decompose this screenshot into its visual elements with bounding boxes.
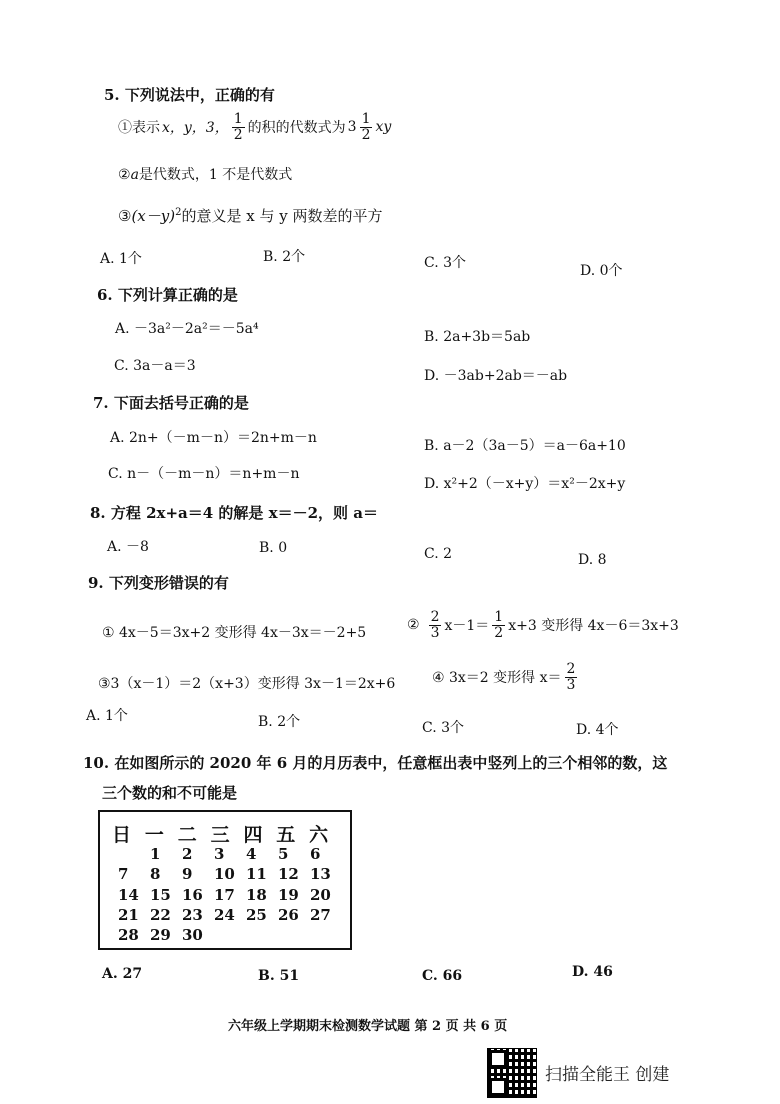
calendar-cell: 21 bbox=[118, 906, 139, 924]
calendar-cell: 5 bbox=[278, 845, 289, 863]
calendar-cell: 28 bbox=[118, 926, 139, 944]
calendar-cell bbox=[246, 926, 278, 946]
calendar-cell: 23 bbox=[182, 906, 203, 924]
calendar-cell: 9 bbox=[182, 865, 193, 883]
q5-s1-prefix: ①表示 bbox=[118, 120, 160, 137]
q9-i4-fraction bbox=[565, 662, 578, 692]
q9-item-4 bbox=[432, 662, 580, 692]
q5-statement-1 bbox=[118, 112, 391, 142]
q5-s2-marker: ② bbox=[118, 167, 131, 183]
q9-option-c: C. 3个 bbox=[422, 720, 465, 736]
q6-option-b: B. 2a+3b＝5ab bbox=[424, 329, 531, 345]
q5-s1-whole: 3 bbox=[347, 119, 357, 136]
q5-s3-expr: (x－y) bbox=[131, 207, 176, 225]
q8-option-b: B. 0 bbox=[259, 540, 288, 556]
q7-option-b: B. a－2（3a－5）＝a－6a+10 bbox=[424, 438, 626, 454]
calendar-cell: 10 bbox=[214, 865, 235, 883]
q8-option-a: A. －8 bbox=[107, 539, 149, 555]
q5-s1-frac-num: 1 bbox=[233, 111, 243, 127]
calendar-header-day: 五 bbox=[276, 824, 296, 846]
calendar-header-day: 三 bbox=[210, 824, 230, 846]
q5-s1-frac-den: 2 bbox=[233, 126, 243, 143]
calendar-cell: 2 bbox=[182, 845, 193, 863]
q5-s1-fraction bbox=[232, 112, 245, 142]
calendar-cell: 18 bbox=[246, 886, 267, 904]
q9-i2-mid: x－1＝ bbox=[444, 618, 490, 635]
calendar-cell: 17 bbox=[214, 886, 235, 904]
q5-statement-2 bbox=[118, 164, 292, 184]
calendar-header bbox=[112, 820, 342, 846]
q7-stem: 7. 下面去括号正确的是 bbox=[93, 394, 249, 412]
calendar-row bbox=[118, 926, 342, 946]
q7-option-a: A. 2n+（－m－n）＝2n+m－n bbox=[110, 430, 317, 446]
q9-i2-fraction-1 bbox=[429, 610, 442, 640]
q5-s2-text: 是代数式，1 不是代数式 bbox=[138, 167, 293, 183]
q10-stem-line-1: 10. 在如图所示的 2020 年 6 月的月历表中，任意框出表中竖列上的三个相邻的数，这 bbox=[83, 754, 668, 772]
calendar-cell: 29 bbox=[150, 926, 171, 944]
calendar-cell: 11 bbox=[246, 865, 267, 883]
calendar-cell: 3 bbox=[214, 845, 225, 863]
q6-option-c: C. 3a－a＝3 bbox=[114, 358, 196, 374]
q10-stem-line-2: 三个数的和不可能是 bbox=[102, 784, 238, 802]
q5-s3-marker: ③ bbox=[118, 207, 132, 225]
q8-stem: 8. 方程 2x+a＝4 的解是 x＝－2，则 a＝ bbox=[90, 504, 378, 522]
calendar-cell: 30 bbox=[182, 926, 203, 944]
calendar-cell: 6 bbox=[310, 845, 321, 863]
calendar-header-day: 一 bbox=[144, 824, 164, 846]
q5-s1-mixed-fraction bbox=[360, 112, 373, 142]
calendar-cell: 13 bbox=[310, 865, 331, 883]
calendar-cell bbox=[118, 845, 150, 865]
calendar-cell: 14 bbox=[118, 886, 139, 904]
q5-statement-3 bbox=[118, 205, 382, 226]
qr-code-icon bbox=[487, 1048, 537, 1098]
q6-stem: 6. 下列计算正确的是 bbox=[97, 286, 238, 304]
calendar-cell: 7 bbox=[118, 865, 129, 883]
calendar-cell: 22 bbox=[150, 906, 171, 924]
calendar-cell: 19 bbox=[278, 886, 299, 904]
q8-option-d: D. 8 bbox=[578, 552, 607, 568]
q10-option-a: A. 27 bbox=[102, 966, 143, 982]
calendar-cell: 1 bbox=[150, 845, 161, 863]
calendar-header-day: 二 bbox=[177, 824, 197, 846]
q5-s1-tail: xy bbox=[375, 119, 392, 136]
q10-option-c: C. 66 bbox=[422, 968, 463, 984]
q9-i2-marker: ② bbox=[407, 617, 420, 634]
q5-s3-text: 的意义是 x 与 y 两数差的平方 bbox=[181, 207, 383, 225]
calendar-table bbox=[98, 810, 352, 950]
calendar-row bbox=[118, 886, 342, 906]
q5-option-d: D. 0个 bbox=[580, 263, 623, 279]
q5-s1-mixed-num: 1 bbox=[361, 111, 371, 127]
q9-i2-frac2-den: 2 bbox=[494, 624, 504, 641]
q9-option-d: D. 4个 bbox=[576, 722, 619, 738]
q9-option-a: A. 1个 bbox=[86, 708, 128, 724]
q9-i2-frac1-num: 2 bbox=[430, 609, 440, 625]
calendar-cell: 24 bbox=[214, 906, 235, 924]
scanner-watermark: 扫描全能王 创建 bbox=[545, 1065, 670, 1085]
calendar-cell: 27 bbox=[310, 906, 331, 924]
q5-s2-var: a bbox=[130, 167, 139, 183]
q8-option-c: C. 2 bbox=[424, 546, 453, 562]
q9-item-2 bbox=[407, 610, 679, 640]
calendar-cell bbox=[214, 926, 246, 946]
q10-option-b: B. 51 bbox=[258, 968, 300, 984]
page-footer: 六年级上学期期末检测数学试题 第 2 页 共 6 页 bbox=[228, 1019, 508, 1034]
q9-i2-frac1-den: 3 bbox=[430, 624, 440, 641]
calendar-header-day: 四 bbox=[243, 824, 263, 846]
q9-i2-frac2-num: 1 bbox=[494, 609, 504, 625]
q9-option-b: B. 2个 bbox=[258, 714, 301, 730]
q9-i4-frac-num: 2 bbox=[566, 661, 576, 677]
calendar-header-day: 六 bbox=[309, 824, 329, 846]
q10-option-d: D. 46 bbox=[572, 964, 613, 980]
q9-i2-fraction-2 bbox=[492, 610, 505, 640]
q9-i2-tail: x+3 变形得 4x－6＝3x+3 bbox=[508, 618, 679, 635]
calendar-cell: 4 bbox=[246, 845, 257, 863]
q6-option-d: D. －3ab+2ab＝－ab bbox=[424, 368, 568, 384]
q5-s1-mid: 的积的代数式为 bbox=[247, 120, 346, 137]
calendar-cell: 16 bbox=[182, 886, 203, 904]
q9-item-1: ① 4x－5＝3x+2 变形得 4x－3x＝－2+5 bbox=[102, 625, 367, 641]
calendar-cell bbox=[278, 926, 310, 946]
q9-i4-text: ④ 3x＝2 变形得 x＝ bbox=[432, 670, 562, 687]
q6-option-a: A. －3a²－2a²＝－5a⁴ bbox=[115, 321, 259, 337]
calendar-row bbox=[118, 845, 342, 865]
calendar-cell: 25 bbox=[246, 906, 267, 924]
q5-s1-mixed-number bbox=[346, 112, 376, 142]
q5-option-a: A. 1个 bbox=[100, 251, 142, 267]
calendar-cell: 15 bbox=[150, 886, 171, 904]
calendar-cell bbox=[310, 926, 342, 946]
q9-i4-frac-den: 3 bbox=[566, 676, 576, 693]
q5-s1-mixed-den: 2 bbox=[361, 126, 371, 143]
q5-option-c: C. 3个 bbox=[424, 255, 467, 271]
q5-stem: 5. 下列说法中，正确的有 bbox=[104, 86, 275, 104]
q5-s3-exp: 2 bbox=[175, 207, 182, 218]
q9-item-3: ③3（x－1）＝2（x+3）变形得 3x－1＝2x+6 bbox=[98, 676, 396, 692]
q7-option-c: C. n－（－m－n）＝n+m－n bbox=[108, 466, 300, 482]
calendar-row bbox=[118, 906, 342, 926]
q5-s1-vars: x，y，3， bbox=[162, 120, 229, 137]
q5-option-b: B. 2个 bbox=[263, 249, 306, 265]
calendar-cell: 8 bbox=[150, 865, 161, 883]
calendar-cell: 20 bbox=[310, 886, 331, 904]
calendar-cell: 26 bbox=[278, 906, 299, 924]
q7-option-d: D. x²+2（－x+y）＝x²－2x+y bbox=[424, 476, 626, 492]
q9-stem: 9. 下列变形错误的有 bbox=[88, 574, 229, 592]
calendar-header-day: 日 bbox=[112, 824, 132, 846]
calendar-cell: 12 bbox=[278, 865, 299, 883]
calendar-row bbox=[118, 865, 342, 885]
